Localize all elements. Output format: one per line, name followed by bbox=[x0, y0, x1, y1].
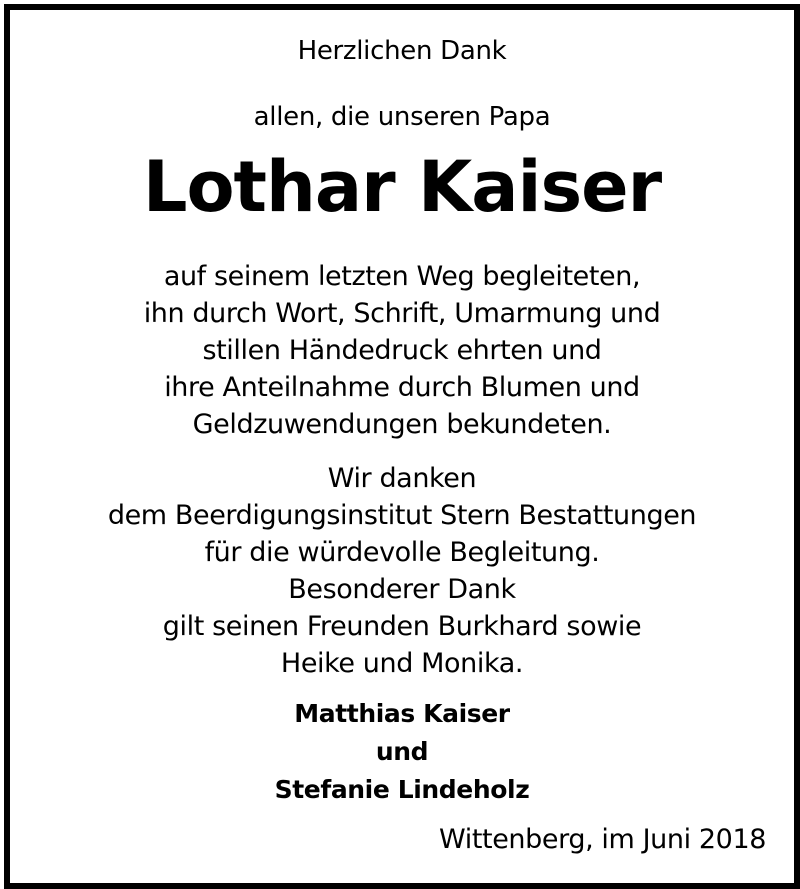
special-thanks-line: dem Beerdigungsinstitut Stern Bestattungen bbox=[107, 500, 697, 531]
notice-border bbox=[4, 4, 800, 889]
thanks-line: stillen Händedruck ehrten und bbox=[202, 335, 602, 366]
signatory: Stefanie Lindeholz bbox=[274, 775, 530, 804]
signatory-conjunction: und bbox=[375, 737, 429, 766]
special-thanks-line: Besonderer Dank bbox=[288, 574, 516, 605]
special-thanks-line: Heike und Monika. bbox=[280, 648, 524, 679]
signatory: Matthias Kaiser bbox=[294, 699, 510, 728]
deceased-name: Lothar Kaiser bbox=[142, 146, 662, 228]
special-thanks-line: für die würdevolle Begleitung. bbox=[204, 537, 600, 568]
place-date: Wittenberg, im Juni 2018 bbox=[439, 824, 766, 855]
thanks-line: ihn durch Wort, Schrift, Umarmung und bbox=[143, 298, 661, 329]
obituary-thank-you-notice bbox=[10, 10, 794, 883]
thanks-line: auf seinem letzten Weg begleiteten, bbox=[163, 261, 641, 292]
intro-line: allen, die unseren Papa bbox=[253, 102, 551, 132]
thanks-line: ihre Anteilnahme durch Blumen und bbox=[164, 372, 640, 403]
thanks-line: Geldzuwendungen bekundeten. bbox=[192, 409, 612, 440]
greeting: Herzlichen Dank bbox=[297, 36, 507, 66]
special-thanks-line: Wir danken bbox=[327, 463, 477, 494]
special-thanks-line: gilt seinen Freunden Burkhard sowie bbox=[162, 611, 642, 642]
